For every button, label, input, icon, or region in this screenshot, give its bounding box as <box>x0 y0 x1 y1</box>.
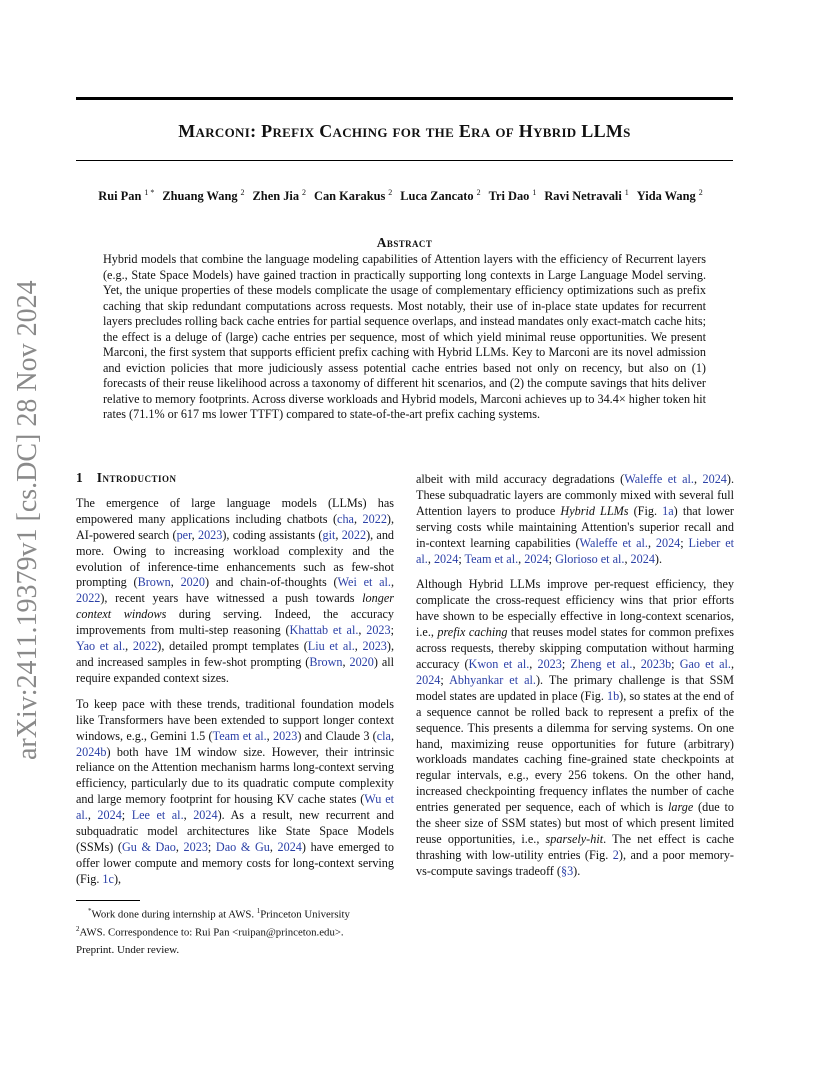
citation-link[interactable]: Kwon et al. <box>468 656 530 671</box>
text-run: , <box>518 551 525 566</box>
text-run: ) that lower serving costs while maintaining Attention's superior recall and in-context learning capabilities ( <box>416 503 734 550</box>
text-run: , <box>354 639 363 654</box>
citation-link[interactable]: Wei et al. <box>337 575 391 590</box>
citation-link[interactable]: Team et al. <box>464 551 519 566</box>
citation-link[interactable]: cha <box>337 511 354 526</box>
emphasis-text: prefix caching <box>437 625 508 640</box>
text-run: ), and a poor memory-vs-compute savings tradeoff ( <box>416 847 734 878</box>
text-run: ). <box>654 551 663 566</box>
citation-link[interactable]: 2023b <box>640 656 672 671</box>
citation-link[interactable]: §3 <box>560 863 574 878</box>
text-run: ; <box>671 656 680 671</box>
text-run: , <box>358 623 367 638</box>
footnote-text: Work done during internship at AWS. <box>91 908 257 921</box>
citation-link[interactable]: Gao et al. <box>679 656 731 671</box>
citation-link[interactable]: Glorioso et al. <box>555 551 625 566</box>
emphasis-text: large <box>667 800 694 815</box>
text-run: , <box>624 551 631 566</box>
author-affiliation: 1 <box>530 188 537 197</box>
text-run: ). The primary challenge is that SSM model states are updated in place (Fig. <box>416 672 735 703</box>
citation-link[interactable]: Abhyankar et al. <box>449 672 536 687</box>
citation-link[interactable]: Waleffe et al. <box>579 535 648 550</box>
footnote-line <box>76 904 406 922</box>
text-run: , <box>269 839 278 854</box>
body-paragraph <box>76 496 394 687</box>
citation-link[interactable]: 2024 <box>433 551 459 566</box>
citation-link[interactable]: 2020 <box>349 654 374 669</box>
citation-link[interactable]: 1b <box>606 688 620 703</box>
citation-link[interactable]: Dao & Gu <box>215 839 270 854</box>
section-number: 1 <box>76 470 83 485</box>
text-run: . The net effect is cache thrashing with low-utility entries (Fig. <box>416 831 734 862</box>
text-run: ; <box>680 535 689 550</box>
text-run: that reuses model states for common prefixes across requests, thereby skipping computation without harming accuracy ( <box>416 625 735 671</box>
citation-link[interactable]: 2023 <box>197 527 223 542</box>
citation-link[interactable]: 2024 <box>97 808 122 823</box>
citation-link[interactable]: Zheng et al. <box>570 656 633 671</box>
citation-link[interactable]: 2022 <box>341 527 367 542</box>
author-affiliation: 1 <box>622 188 629 197</box>
author-name: Tri Dao <box>488 189 530 204</box>
author-name: Ravi Netravali <box>544 189 622 204</box>
citation-link[interactable]: Yao et al. <box>76 639 126 654</box>
author-affiliation: 2 <box>300 188 307 197</box>
footnote-mark: 1 <box>256 907 261 915</box>
text-run: ). <box>573 863 581 878</box>
text-run: ), so states at the end of a sequence cannot be rolled back to represent a prefix of the sequence. This presents a dilemma for serving systems. On one hand, maximizing reuse opportunities for future (arbitrary) workloads mandates caching fine-grained state checkpoints at regular intervals, e.g., every 256 tokens. On the other hand, increased checkpointing frequency inflates the number of cache entries generated per sequence, each of which is <box>416 688 734 815</box>
citation-link[interactable]: 2024 <box>702 472 727 486</box>
citation-link[interactable]: Brown <box>309 654 343 669</box>
text-run: , <box>191 527 198 542</box>
text-run: ) all require expanded context sizes. <box>76 654 394 685</box>
text-run: ; <box>561 656 571 671</box>
title-bottom-rule <box>76 160 733 161</box>
citation-link[interactable]: git <box>322 527 336 542</box>
text-run: , <box>335 527 342 542</box>
text-run: during serving. Indeed, the accuracy improvements from multi-step reasoning ( <box>76 607 394 638</box>
text-run: ), coding assistants ( <box>222 527 323 542</box>
text-run: (Fig. <box>628 503 663 518</box>
citation-link[interactable]: 2023 <box>537 656 562 671</box>
citation-link[interactable]: 2 <box>612 847 619 862</box>
body-paragraph <box>76 697 394 888</box>
citation-link[interactable]: 2024 <box>630 551 655 566</box>
author-name: Can Karakus <box>314 189 386 204</box>
text-run: Hybrid models that combine the language modeling capabilities of Attention layers with the efficiency of Recurrent layers (e.g., State Space Models) have gained traction in practically supporting long contexts in Large Language Model serving. Yet, the unique properties of these models complicate the usage of complementary efficiency optimizations such as prefix caching that skip redundant computations across requests. Most notably, their use of in-place state updates for recurrent layers precludes rolling back cache entries for partial sequence overlaps, and instead mandates only exact-match cache hits; the effect is a deluge of (large) cache entries per sequence, most of which yield minimal reuse opportunities. We present Marconi, the first system that supports efficient prefix caching with Hybrid LLMs. Key to Marconi are its novel admission and eviction policies that more judiciously assess potential cache entries based not only on recency, but also on (1) forecasts of their reuse likelihood across a taxonomy of different hit scenarios, and (2) the compute savings that hits deliver relative to memory footprints. Across diverse workloads and Hybrid models, Marconi achieves up to 34.4× higher token hit rates (71.1% or 617 ms lower TTFT) compared to state-of-the-art prefix caching systems. <box>103 252 706 421</box>
text-run: , <box>175 839 184 854</box>
body-paragraph <box>416 472 734 567</box>
text-run: albeit with mild accuracy degradations ( <box>416 472 625 486</box>
citation-link[interactable]: 2024b <box>76 744 107 759</box>
citation-link[interactable]: 2022 <box>362 511 387 526</box>
author-name: Luca Zancato <box>400 189 474 204</box>
footnote-mark: 2 <box>76 924 80 933</box>
citation-link[interactable]: 1c <box>102 871 114 886</box>
body-paragraph <box>416 577 734 879</box>
citation-link[interactable]: Khattab et al. <box>289 623 359 638</box>
text-run: ). As a result, new recurrent and subquadratic model architectures like State Space Models (SSMs) ( <box>76 808 395 854</box>
citation-link[interactable]: Brown <box>137 575 171 590</box>
author-affiliation: 2 <box>386 188 393 197</box>
citation-link[interactable]: 2024 <box>277 839 302 854</box>
text-run: Although Hybrid LLMs improve per-request efficiency, they complicate the cross-request efficiency wins that prior efforts have shown to be especially effective in long-context scenarios, i.e., <box>416 577 734 640</box>
text-run: ), and increased samples in few-shot prompting ( <box>76 639 394 669</box>
text-run: ) have emerged to offer lower compute and memory costs for long-context serving (Fig. <box>76 839 395 886</box>
emphasis-text: sparsely-hit <box>545 831 604 846</box>
abstract-heading: Abstract <box>376 235 433 250</box>
footnote-text: Princeton University <box>260 908 350 921</box>
citation-link[interactable]: 2022 <box>132 639 158 654</box>
text-run: ), AI-powered search ( <box>76 511 395 542</box>
citation-link[interactable]: Lieber et al. <box>416 535 734 566</box>
text-run: , <box>390 575 394 590</box>
text-run: ; <box>121 808 132 823</box>
citation-link[interactable]: 1a <box>662 503 674 518</box>
citation-link[interactable]: per <box>176 527 192 542</box>
text-run: , <box>427 551 434 566</box>
citation-link[interactable]: cla <box>376 728 391 743</box>
citation-link[interactable]: 2024 <box>416 672 441 687</box>
text-run: , <box>693 472 703 486</box>
text-run: , <box>353 511 363 526</box>
text-run: ), recent years have witnessed a push towards <box>100 591 363 606</box>
author-name: Zhuang Wang <box>162 189 238 204</box>
footnotes <box>76 904 406 939</box>
citation-link[interactable]: 2023 <box>366 623 391 638</box>
author-affiliation: 2 <box>696 188 703 197</box>
text-run: To keep pace with these trends, traditional foundation models like Transformers have been extended to support longer context windows, e.g., Gemini 1.5 ( <box>76 696 394 743</box>
author-name: Yida Wang <box>636 189 696 204</box>
citation-link[interactable]: 2023 <box>272 728 298 743</box>
text-run: ) and Claude 3 ( <box>297 728 377 743</box>
preprint-note: Preprint. Under review. <box>76 944 180 956</box>
section-heading <box>76 470 394 486</box>
author-name: Zhen Jia <box>252 189 300 204</box>
title-top-rule <box>76 97 733 100</box>
author-name: Rui Pan <box>98 189 142 204</box>
text-run: , <box>266 728 273 743</box>
text-run: , <box>647 535 656 550</box>
text-run: , <box>170 575 181 590</box>
citation-link[interactable]: 2023 <box>362 639 387 654</box>
text-run: ), and more. Owing to increasing workload complexity and the evolution of inference-time enhancements such as few-shot prompting ( <box>76 527 395 590</box>
citation-link[interactable]: Waleffe et al. <box>624 472 694 486</box>
text-run: ; <box>440 672 450 687</box>
right-column <box>416 472 734 890</box>
text-run: ), <box>113 871 122 886</box>
citation-link[interactable]: Lee et al. <box>131 808 184 823</box>
citation-link[interactable]: 2024 <box>655 535 681 550</box>
text-run: , <box>632 656 641 671</box>
left-paragraphs <box>76 496 394 888</box>
text-run: ; <box>548 551 556 566</box>
text-run: , <box>342 654 350 669</box>
author-list <box>76 188 733 204</box>
citation-link[interactable]: Team et al. <box>212 728 267 743</box>
text-run: ), detailed prompt templates ( <box>157 639 308 654</box>
text-run: The emergence of large language models (LLMs) has empowered many applications including chatbots ( <box>76 495 394 526</box>
footnote-text: AWS. Correspondence to: Rui Pan <ruipan@princeton.edu>. <box>79 926 344 939</box>
citation-link[interactable]: 2020 <box>180 575 205 590</box>
text-run: ; <box>207 839 216 854</box>
paper-title: Marconi: Prefix Caching for the Era of Hybrid LLMs <box>178 121 631 141</box>
text-run: , <box>87 808 98 823</box>
citation-link[interactable]: 2024 <box>524 551 549 566</box>
abstract-text <box>103 252 706 423</box>
citation-link[interactable]: Liu et al. <box>307 639 355 654</box>
citation-link[interactable]: 2024 <box>193 808 218 823</box>
author-affiliation: 1 * <box>142 188 155 197</box>
arxiv-side-stamp: arXiv:2411.19379v1 [cs.DC] 28 Nov 2024 <box>12 280 43 760</box>
citation-link[interactable]: Gu & Dao <box>121 839 176 854</box>
text-run: , <box>529 656 538 671</box>
section-title: Introduction <box>96 470 177 485</box>
text-run: , <box>730 656 735 671</box>
text-run: (due to the sheer size of SSM states) but most of which present limited reuse opportunities, i.e., <box>416 800 734 846</box>
text-run: , <box>125 639 133 654</box>
text-run: , <box>390 728 394 743</box>
text-run: ) both have 1M window size. However, their intrinsic reliance on the Attention mechanism harms long-context serving efficiency, particularly due to its quadratic compute complexity and large memory footprint for housing KV cache states ( <box>76 744 394 807</box>
text-run: ; <box>390 623 394 638</box>
text-run: , <box>183 808 194 823</box>
right-paragraphs <box>416 472 734 880</box>
text-run: ). These subquadratic layers are commonly mixed with several full Attention layers to produce <box>416 472 734 518</box>
author-affiliation: 2 <box>238 188 245 197</box>
left-column <box>76 470 394 898</box>
citation-link[interactable]: 2023 <box>183 839 208 854</box>
emphasis-text: longer context windows <box>76 591 394 622</box>
author-affiliation: 2 <box>474 188 481 197</box>
text-run: ; <box>458 551 465 566</box>
footnote-rule <box>76 900 140 901</box>
footnote-line <box>76 922 406 940</box>
citation-link[interactable]: 2022 <box>76 591 101 606</box>
citation-link[interactable]: Wu et al. <box>76 792 395 823</box>
footnote-mark: * <box>88 907 92 915</box>
text-run: ) and chain-of-thoughts ( <box>204 575 338 590</box>
emphasis-text: Hybrid LLMs <box>560 503 629 518</box>
